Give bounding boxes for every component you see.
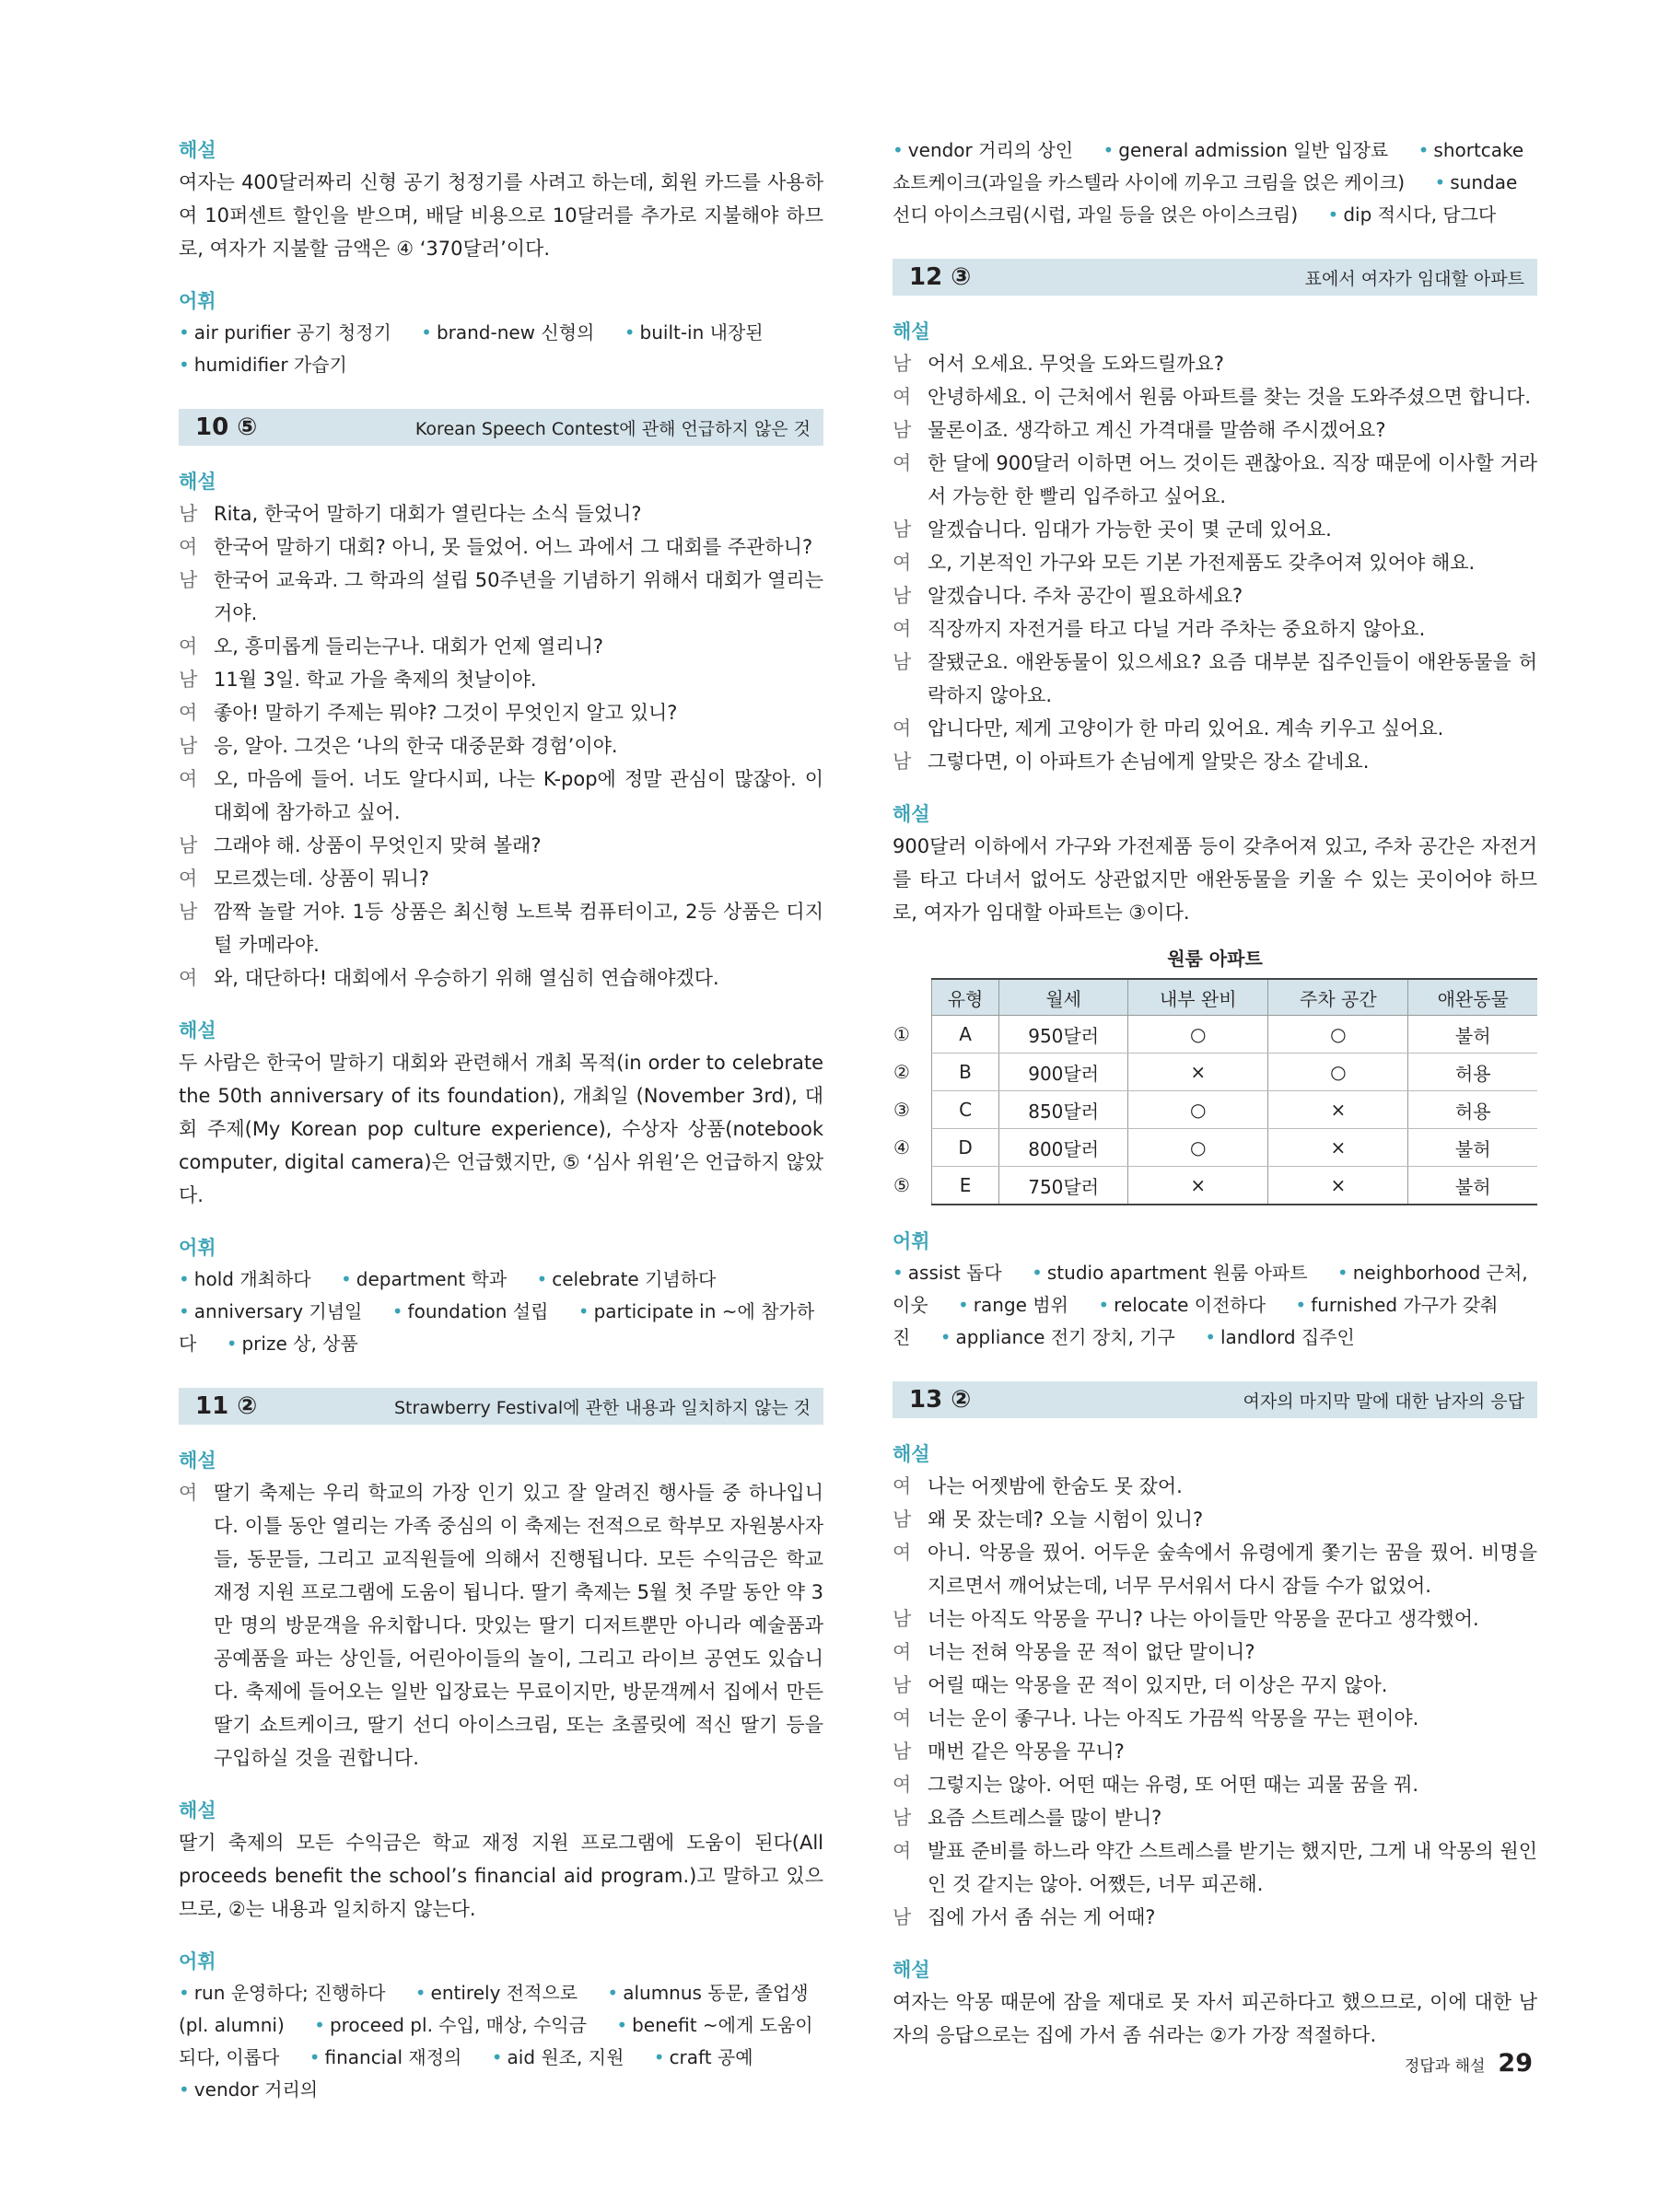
vocab-item: • landlord 집주인 <box>1205 1326 1355 1348</box>
option-number: ⑤ <box>893 1174 910 1197</box>
dialog <box>179 497 823 995</box>
dialog-line <box>893 1801 1537 1834</box>
question-topic: 표에서 여자가 임대할 아파트 <box>1304 268 1524 289</box>
label-explanation: 해설 <box>179 1019 216 1042</box>
dialog-line <box>179 630 823 663</box>
dialog-text: 왜 못 잤는데? 오늘 시험이 있니? <box>928 1508 1204 1531</box>
rent-cell: 750달러 <box>999 1167 1128 1205</box>
dialog-text: 한국어 말하기 대회? 아니, 못 들었어. 어느 과에서 그 대회를 주관하니? <box>214 536 813 558</box>
dialog-line <box>893 745 1537 778</box>
speaker-label: 여 <box>179 702 198 724</box>
label-explanation: 해설 <box>893 320 930 343</box>
table-row <box>893 1091 1537 1129</box>
dialog-text: 안녕하세요. 이 근처에서 원룸 아파트를 찾는 것을 도와주셨으면 합니다. <box>928 386 1532 408</box>
dialog-line <box>179 530 823 564</box>
vocab-item: • hold 개최하다 <box>179 1268 311 1290</box>
label-explanation: 해설 <box>893 803 930 825</box>
speaker-label: 남 <box>179 569 198 591</box>
dialog-line <box>893 712 1537 745</box>
option-number: ① <box>893 1023 910 1045</box>
dialog-text: 깜짝 놀랄 거야. 1등 상품은 최신형 노트북 컴퓨터이고, 2등 상품은 디지털 카메라야. <box>214 901 823 956</box>
speaker-label: 여 <box>893 452 912 474</box>
label-explanation: 해설 <box>893 1443 930 1465</box>
speaker-label: 여 <box>893 1542 912 1564</box>
dialog-line <box>893 1702 1537 1735</box>
vocab-list <box>179 317 823 381</box>
page-number: 29 <box>1498 2049 1533 2078</box>
dialog-line <box>179 497 823 530</box>
question-number: 10 ⑤ <box>195 413 258 441</box>
label-vocab: 어휘 <box>893 1230 930 1252</box>
vocab-item: • financial 재정의 <box>309 2046 462 2068</box>
question-topic: Korean Speech Contest에 관해 언급하지 않은 것 <box>414 418 811 439</box>
table-row <box>893 1016 1537 1054</box>
speaker-label: 여 <box>179 967 198 989</box>
speaker-label: 남 <box>893 1740 912 1763</box>
dialog-line <box>893 447 1537 513</box>
dialog-line <box>893 646 1537 712</box>
table-row <box>893 1054 1537 1091</box>
dialog-text: 한 달에 900달러 이하면 어느 것이든 괜찮아요. 직장 때문에 이사할 거라서 가능한 한 빨리 입주하고 싶어요. <box>928 452 1537 507</box>
furnished-cell: × <box>1128 1054 1268 1091</box>
header-parking: 주차 공간 <box>1268 979 1408 1016</box>
pets-cell: 불허 <box>1408 1016 1537 1054</box>
question-number: 11 ② <box>195 1392 258 1420</box>
vocab-item: • studio apartment 원룸 아파트 <box>1032 1262 1307 1284</box>
speaker-label: 여 <box>893 717 912 739</box>
rent-cell: 950달러 <box>999 1016 1128 1054</box>
dialog-text: 매번 같은 악몽을 꾸니? <box>928 1740 1125 1763</box>
dialog-line <box>179 961 823 995</box>
question-topic: Strawberry Festival에 관한 내용과 일치하지 않는 것 <box>393 1397 811 1418</box>
pets-cell: 불허 <box>1408 1167 1537 1205</box>
dialog-line <box>893 513 1537 546</box>
left-column <box>179 134 823 2106</box>
dialog-text: 알겠습니다. 주차 공간이 필요하세요? <box>928 585 1243 607</box>
question-number: 12 ③ <box>909 263 972 291</box>
option-number: ④ <box>893 1136 910 1158</box>
header-rent: 월세 <box>999 979 1128 1016</box>
dialog <box>179 1476 823 1775</box>
dialog-text: 딸기 축제는 우리 학교의 가장 인기 있고 잘 알려진 행사들 중 하나입니다. 이틀 동안 열리는 가족 중심의 이 축제는 전적으로 학부모 자원봉사자들, 동문들, 그리고 교직원들에 의해서 진행됩니다. 모든 수익금은 학교 재정 지원 프로그램에 도움이 됩니다. 딸기 축제는 5월 첫 주말 동안 약 3만 명의 방문객을 유치합니다. 맛있는 딸기 디저트뿐만 아니라 예술품과 공예품을 파는 상인들, 어린아이들의 놀이, 그리고 라이브 공연도 있습니다. 축제에 들어오는 일반 입장료는 무료이지만, 방문객께서 집에서 만든 딸기 쇼트케이크, 딸기 선디 아이스크림, 또는 초콜릿에 적신 딸기 등을 구입하실 것을 권합니다. <box>214 1482 823 1769</box>
speaker-label: 남 <box>893 1608 912 1630</box>
vocab-item: • vendor 거리의 <box>179 2078 318 2101</box>
speaker-label: 남 <box>179 669 198 691</box>
dialog-line <box>893 1536 1537 1602</box>
pets-cell: 불허 <box>1408 1129 1537 1167</box>
dialog-line <box>179 1476 823 1775</box>
speaker-label: 여 <box>893 552 912 574</box>
parking-cell: × <box>1268 1167 1408 1205</box>
explanation-11: 딸기 축제의 모든 수익금은 학교 재정 지원 프로그램에 도움이 된다(All proceeds benefit the school’s financial aid program.)고 말하고 있으므로, ②는 내용과 일치하지 않는다. <box>179 1832 823 1920</box>
vocab-item: • entirely 전적으로 <box>415 1982 578 2004</box>
furnished-cell: ○ <box>1128 1091 1268 1129</box>
speaker-label: 여 <box>893 1641 912 1663</box>
dialog-line <box>179 895 823 961</box>
speaker-label: 여 <box>893 1840 912 1862</box>
footer-title: 정답과 해설 <box>1404 2057 1486 2076</box>
rent-cell: 800달러 <box>999 1129 1128 1167</box>
speaker-label: 남 <box>179 735 198 757</box>
option-number: ③ <box>893 1099 910 1121</box>
dialog-line <box>893 347 1537 380</box>
dialog-line <box>179 862 823 895</box>
table-header-row <box>893 979 1537 1016</box>
vocab-item: • brand-new 신형의 <box>421 321 594 343</box>
dialog-text: 너는 운이 좋구나. 나는 아직도 가끔씩 악몽을 꾸는 편이야. <box>928 1707 1419 1729</box>
pets-cell: 허용 <box>1408 1091 1537 1129</box>
explanation-13: 여자는 악몽 때문에 잠을 제대로 못 자서 피곤하다고 했으므로, 이에 대한 남자의 응답으로는 집에 가서 좀 쉬라는 ②가 가장 적절하다. <box>893 1991 1537 2046</box>
dialog-line <box>893 1470 1537 1503</box>
label-vocab: 어휘 <box>179 1237 216 1259</box>
speaker-label: 남 <box>893 1674 912 1696</box>
speaker-label: 남 <box>893 651 912 673</box>
explanation-9: 여자는 400달러짜리 신형 공기 청정기를 사려고 하는데, 회원 카드를 사용하여 10퍼센트 할인을 받으며, 배달 비용으로 10달러를 추가로 지불해야 하므로, 여자가 지불할 금액은 ④ ‘370달러’이다. <box>179 171 823 260</box>
dialog-text: 11월 3일. 학교 가을 축제의 첫날이야. <box>214 669 537 691</box>
vocab-item: • benefit ~에게 도움이 되다, 이롭다 <box>179 2014 813 2068</box>
dialog-line <box>179 564 823 630</box>
vocab-item: • proceed pl. 수입, 매상, 수익금 <box>314 2014 587 2036</box>
speaker-label: 남 <box>893 751 912 773</box>
dialog-text: 집에 가서 좀 쉬는 게 어때? <box>928 1906 1156 1928</box>
vocab-item: • range 범위 <box>958 1294 1068 1316</box>
speaker-label: 남 <box>179 834 198 856</box>
furnished-cell: ○ <box>1128 1016 1268 1054</box>
dialog-line <box>893 1735 1537 1768</box>
speaker-label: 여 <box>179 635 198 658</box>
dialog-text: 한국어 교육과. 그 학과의 설립 50주년을 기념하기 위해서 대회가 열리는 거야. <box>214 569 823 624</box>
dialog-line <box>893 546 1537 579</box>
speaker-label: 여 <box>893 1774 912 1796</box>
vocab-item: • craft 공예 <box>654 2046 753 2068</box>
speaker-label: 여 <box>179 867 198 890</box>
vocab-item: • sundae 선디 아이스크림(시럽, 과일 등을 얹은 아이스크림) <box>893 171 1517 226</box>
vocab-item: • air purifier 공기 청정기 <box>179 321 391 343</box>
label-explanation: 해설 <box>179 1449 216 1472</box>
question-topic: 여자의 마지막 말에 대한 남자의 응답 <box>1243 1391 1524 1412</box>
vocab-item: • shortcake 쇼트케이크(과일을 카스텔라 사이에 끼우고 크림을 얹은 케이크) <box>893 139 1523 193</box>
dialog-text: 아니. 악몽을 꿨어. 어두운 숲속에서 유령에게 쫓기는 꿈을 꿨어. 비명을 지르면서 깨어났는데, 너무 무서워서 다시 잠들 수가 없었어. <box>928 1542 1537 1597</box>
dialog-text: 너는 전혀 악몽을 꾼 적이 없단 말이니? <box>928 1641 1255 1663</box>
table-title: 원룸 아파트 <box>1167 948 1263 970</box>
dialog-text: 오, 마음에 들어. 너도 알다시피, 나는 K-pop에 정말 관심이 많잖아. 이 대회에 참가하고 싶어. <box>214 768 823 823</box>
type-cell: B <box>932 1054 999 1091</box>
question-header <box>179 1388 823 1425</box>
label-vocab: 어휘 <box>179 1950 216 1973</box>
dialog-line <box>893 1901 1537 1934</box>
dialog-line <box>893 1503 1537 1536</box>
dialog-line <box>179 663 823 696</box>
label-explanation: 해설 <box>179 1799 216 1822</box>
vocab-list <box>893 134 1537 231</box>
dialog-text: 발표 준비를 하느라 약간 스트레스를 받기는 했지만, 그게 내 악몽의 원인인 것 같지는 않아. 어쨌든, 너무 피곤해. <box>928 1840 1537 1895</box>
vocab-item: • vendor 거리의 상인 <box>893 139 1073 161</box>
speaker-label: 여 <box>893 1475 912 1497</box>
vocab-item: • built-in 내장된 <box>624 321 764 343</box>
dialog-text: Rita, 한국어 말하기 대회가 열린다는 소식 들었니? <box>214 503 642 525</box>
dialog-text: 응, 알아. 그것은 ‘나의 한국 대중문화 경험’이야. <box>214 735 618 757</box>
dialog-line <box>893 1669 1537 1702</box>
dialog-text: 압니다만, 제게 고양이가 한 마리 있어요. 계속 키우고 싶어요. <box>928 717 1444 739</box>
speaker-label: 여 <box>179 768 198 790</box>
dialog-line <box>893 1834 1537 1901</box>
speaker-label: 여 <box>179 1482 198 1504</box>
parking-cell: × <box>1268 1129 1408 1167</box>
vocab-item: • alumnus 동문, 졸업생 (pl. alumni) <box>179 1982 809 2036</box>
dialog-text: 너는 아직도 악몽을 꾸니? 나는 아이들만 악몽을 꾼다고 생각했어. <box>928 1608 1479 1630</box>
vocab-list <box>179 1977 823 2106</box>
question-header <box>893 259 1537 296</box>
speaker-label: 남 <box>893 353 912 375</box>
parking-cell: ○ <box>1268 1016 1408 1054</box>
speaker-label: 남 <box>179 901 198 923</box>
vocab-item: • dip 적시다, 담그다 <box>1328 204 1497 226</box>
table-row <box>893 1129 1537 1167</box>
speaker-label: 남 <box>893 585 912 607</box>
vocab-item: • neighborhood 근처, 이웃 <box>893 1262 1528 1316</box>
speaker-label: 남 <box>893 518 912 541</box>
type-cell: D <box>932 1129 999 1167</box>
speaker-label: 남 <box>893 1508 912 1531</box>
dialog-text: 알겠습니다. 임대가 가능한 곳이 몇 군데 있어요. <box>928 518 1332 541</box>
dialog-line <box>893 579 1537 612</box>
vocab-item: • furnished 가구가 갖춰진 <box>893 1294 1498 1348</box>
dialog <box>893 347 1537 778</box>
dialog-text: 그렇다면, 이 아파트가 손님에게 알맞은 장소 같네요. <box>928 751 1370 773</box>
label-vocab: 어휘 <box>179 290 216 312</box>
vocab-item: • humidifier 가습기 <box>179 354 347 376</box>
header-type: 유형 <box>932 979 999 1016</box>
dialog-text: 나는 어젯밤에 한숨도 못 잤어. <box>928 1475 1183 1497</box>
vocab-item: • aid 원조, 지원 <box>492 2046 624 2068</box>
furnished-cell: × <box>1128 1167 1268 1205</box>
table-row <box>893 1167 1537 1205</box>
speaker-label: 여 <box>893 386 912 408</box>
speaker-label: 여 <box>893 1707 912 1729</box>
dialog-text: 어서 오세요. 무엇을 도와드릴까요? <box>928 353 1224 375</box>
vocab-item: • department 학과 <box>341 1268 507 1290</box>
type-cell: A <box>932 1016 999 1054</box>
explanation-12: 900달러 이하에서 가구와 가전제품 등이 갖추어져 있고, 주차 공간은 자전거를 타고 다녀서 없어도 상관없지만 애완동물을 키울 수 있는 곳이어야 하므로, 여자가 임대할 아파트는 ③이다. <box>893 835 1537 924</box>
dialog-line <box>179 829 823 862</box>
dialog-text: 좋아! 말하기 주제는 뭐야? 그것이 무엇인지 알고 있니? <box>214 702 678 724</box>
dialog-text: 오, 기본적인 가구와 모든 기본 가전제품도 갖추어져 있어야 해요. <box>928 552 1476 574</box>
option-number: ② <box>893 1061 910 1083</box>
dialog <box>893 1470 1537 1934</box>
type-cell: C <box>932 1091 999 1129</box>
vocab-item: • general admission 일반 입장료 <box>1103 139 1388 161</box>
dialog-line <box>893 380 1537 413</box>
speaker-label: 여 <box>179 536 198 558</box>
label-explanation: 해설 <box>179 139 216 161</box>
rent-cell: 850달러 <box>999 1091 1128 1129</box>
dialog-line <box>893 1768 1537 1801</box>
vocab-item: • celebrate 기념하다 <box>536 1268 716 1290</box>
dialog-line <box>893 1636 1537 1669</box>
dialog-text: 모르겠는데. 상품이 뭐니? <box>214 867 430 890</box>
dialog-text: 요즘 스트레스를 많이 받니? <box>928 1807 1162 1829</box>
vocab-list <box>893 1257 1537 1354</box>
dialog-text: 오, 흥미롭게 들리는구나. 대회가 언제 열리니? <box>214 635 604 658</box>
explanation-10: 두 사람은 한국어 말하기 대회와 관련해서 개최 목적(in order to celebrate the 50th anniversary of its foundation), 개최일 (November 3rd), 대회 주제(My Korean pop culture experience), 수상자 상품(notebook computer, digital camera)은 언급했지만, ⑤ ‘심사 위원’은 언급하지 않았다. <box>179 1052 823 1206</box>
rent-cell: 900달러 <box>999 1054 1128 1091</box>
parking-cell: ○ <box>1268 1054 1408 1091</box>
label-explanation: 해설 <box>893 1959 930 1981</box>
question-number: 13 ② <box>909 1386 972 1414</box>
dialog-line <box>179 763 823 829</box>
dialog-text: 잘됐군요. 애완동물이 있으세요? 요즘 대부분 집주인들이 애완동물을 허락하지 않아요. <box>928 651 1537 706</box>
apartment-table <box>893 978 1537 1205</box>
speaker-label: 남 <box>179 503 198 525</box>
dialog-text: 어릴 때는 악몽을 꾼 적이 있지만, 더 이상은 꾸지 않아. <box>928 1674 1388 1696</box>
header-blank <box>893 979 932 1016</box>
speaker-label: 남 <box>893 1906 912 1928</box>
vocab-item: • appliance 전기 장치, 기구 <box>940 1326 1175 1348</box>
dialog-text: 와, 대단하다! 대회에서 우승하기 위해 열심히 연습해야겠다. <box>214 967 719 989</box>
header-pets: 애완동물 <box>1408 979 1537 1016</box>
speaker-label: 여 <box>893 618 912 640</box>
vocab-item: • anniversary 기념일 <box>179 1300 362 1322</box>
type-cell: E <box>932 1167 999 1205</box>
vocab-list <box>179 1263 823 1360</box>
dialog-line <box>893 1602 1537 1636</box>
vocab-item: • run 운영하다; 진행하다 <box>179 1982 385 2004</box>
vocab-item: • relocate 이전하다 <box>1098 1294 1266 1316</box>
furnished-cell: ○ <box>1128 1129 1268 1167</box>
dialog-line <box>893 612 1537 646</box>
dialog-line <box>179 729 823 763</box>
label-explanation: 해설 <box>179 471 216 493</box>
page-footer <box>1405 2049 1533 2078</box>
question-header <box>179 409 823 446</box>
header-furnished: 내부 완비 <box>1128 979 1268 1016</box>
parking-cell: × <box>1268 1091 1408 1129</box>
speaker-label: 남 <box>893 419 912 441</box>
dialog-line <box>179 696 823 729</box>
speaker-label: 남 <box>893 1807 912 1829</box>
dialog-text: 그렇지는 않아. 어떤 때는 유령, 또 어떤 때는 괴물 꿈을 꿔. <box>928 1774 1419 1796</box>
question-header <box>893 1381 1537 1418</box>
vocab-item: • prize 상, 상품 <box>227 1333 358 1355</box>
vocab-item: • assist 돕다 <box>893 1262 1002 1284</box>
pets-cell: 허용 <box>1408 1054 1537 1091</box>
dialog-text: 그래야 해. 상품이 무엇인지 맞혀 볼래? <box>214 834 542 856</box>
right-column <box>893 134 1537 2052</box>
dialog-text: 직장까지 자전거를 타고 다닐 거라 주차는 중요하지 않아요. <box>928 618 1426 640</box>
dialog-text: 물론이죠. 생각하고 계신 가격대를 말씀해 주시겠어요? <box>928 419 1386 441</box>
vocab-item: • participate in ~에 참가하다 <box>179 1300 814 1355</box>
dialog-line <box>893 413 1537 447</box>
vocab-item: • foundation 설립 <box>392 1300 549 1322</box>
